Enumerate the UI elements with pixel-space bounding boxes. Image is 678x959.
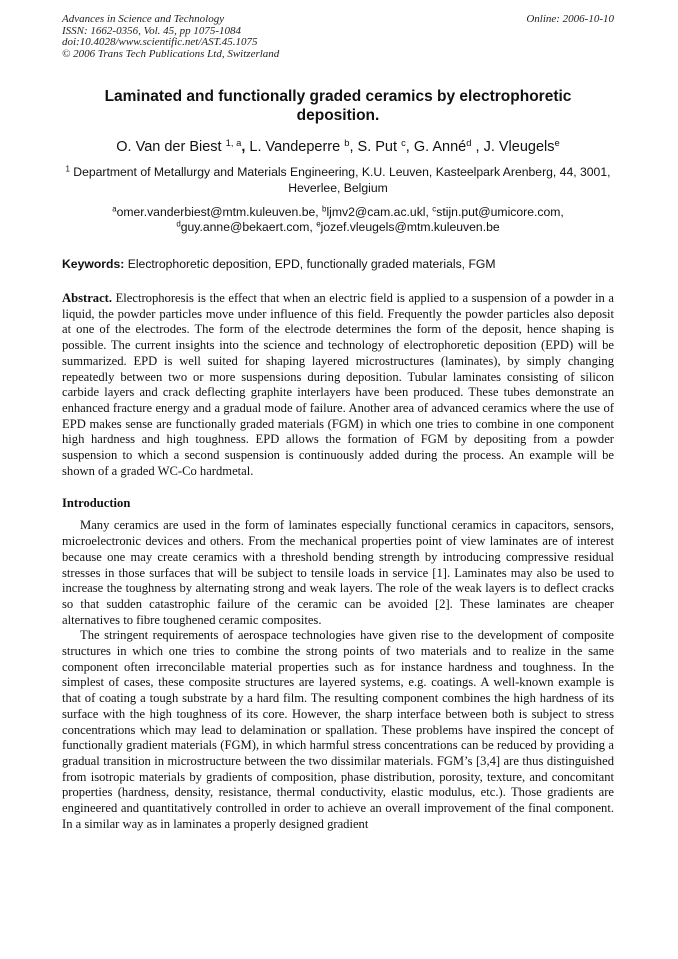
author-affiliation-mark: b (344, 136, 350, 148)
author-list: O. Van der Biest $^{1, a}$, L. Vandeperre $^b$, S. Put $^c$, G. Anné$^d$ , J. Vleugels$^e$ (116, 136, 560, 155)
copyright-line: © 2006 Trans Tech Publications Ltd, Switzerland (62, 47, 280, 60)
email-mark: c (432, 204, 437, 214)
online-date: Online: 2006-10-10 (526, 13, 614, 25)
email-mark: e (316, 219, 321, 229)
keywords-text: Electrophoretic deposition, EPD, functionally graded materials, FGM (127, 257, 496, 271)
author-affiliation-mark: c (401, 136, 406, 148)
email-mark: b (322, 204, 327, 214)
abstract-label: Abstract. (62, 291, 113, 305)
author-name: S. Put (357, 139, 398, 155)
keywords-label: Keywords: (62, 257, 125, 271)
section-heading-introduction: Introduction (62, 496, 131, 511)
intro-paragraph-1: Many ceramics are used in the form of laminates especially functional ceramics in capacitors, sensors, microelectronic devices and others. From the mechanical properties point of view laminates are of interest because one may create ceramics with a threshold bending strength by introducing compressive residual stresses in those surfaces that will be subject to tensile loads in service [1]. Laminates may also be used to increase the toughness by alternating strong and weak layers. The role of the weak layers is to deflect cracks so that sudden catastrophic failure of the ceramic can be avoided [2]. These laminates are cheaper alternatives to fibre toughened ceramic composites. (62, 518, 614, 627)
author-emails (62, 205, 614, 235)
affiliation-text: Department of Metallurgy and Materials Engineering, K.U. Leuven, Kasteelpark Arenberg, 44, 3001, Heverlee, Belgium (73, 165, 611, 195)
doi-line: doi:10.4028/www.scientific.net/AST.45.1075 (62, 36, 258, 48)
email-link[interactable]: omer.vanderbiest@mtm.kuleuven.be, (116, 205, 319, 219)
email-link[interactable]: ljmv2@cam.ac.ukl, (326, 205, 429, 219)
email-link[interactable]: stijn.put@umicore.com, (436, 205, 564, 219)
author-affiliation-mark: e (554, 136, 560, 148)
email-link[interactable]: jozef.vleugels@mtm.kuleuven.be (320, 220, 500, 234)
affiliation (62, 164, 614, 196)
journal-name: Advances in Science and Technology (62, 13, 225, 25)
author-name: G. Anné (413, 139, 467, 155)
paper-title: Laminated and functionally graded ceramics by electrophoretic deposition. (104, 88, 572, 124)
issn-line: ISSN: 1662-0356, Vol. 45, pp 1075-1084 (62, 24, 242, 37)
keywords (62, 257, 614, 272)
email-mark: d (176, 219, 181, 229)
journal-header (62, 14, 614, 60)
author-name: L. Vandeperre (249, 139, 341, 155)
author-affiliation-mark: d (466, 136, 472, 148)
email-link[interactable]: guy.anne@bekaert.com, (180, 220, 313, 234)
abstract-text: Electrophoresis is the effect that when an electric field is applied to a suspension of a powder in a liquid, the powder particles move under influence of this field. Frequently the powder particles also deposit at one of the electrodes. The form of the electrode determines the form of the deposit, hence shaping is possible. The current insights into the science and technology of electrophoretic deposition (EPD) will be summarized. EPD is well suited for shaping layered microstructures (laminates), by simply changing repeatedly between two or more suspensions during deposition. Tubular laminates consisting of silicon carbide layers and crack deflecting graphite interlayers have been produced. These tubes demonstrate an enhanced fracture energy and a gradual mode of failure. Another area of advanced ceramics where the use of EPD makes sense are functionally graded materials (FGM) in which one tries to combine in one component high hardness and high toughness. EPD allows the formation of FGM by depositing from a powder suspension to which a second suspension is continuously added during the process. An example will be shown of a graded WC-Co hardmetal. (62, 291, 614, 478)
author-name: J. Vleugels (483, 139, 555, 155)
paper-page (62, 14, 614, 833)
email-mark: a (112, 204, 117, 214)
affiliation-mark: 1 (65, 164, 70, 174)
author-name: O. Van der Biest (116, 139, 222, 155)
author-affiliation-mark: 1, a (225, 136, 242, 148)
intro-paragraph-2: The stringent requirements of aerospace technologies have given rise to the development of composite structures in which one tries to combine the strong points of two materials and to realize in the same component often irreconcilable material properties such as for instance hardness and toughness. In the simplest of cases, these composite structures are layered systems, e.g. coatings. A well-known example is that of coating a tough substrate by a hard film. The resulting component combines the high hardness of its surface with the high toughness of its core. However, the sharp interface between both is subject to stress concentrations which may lead to delamination or spallation. These problems have inspired the concept of functionally gradient materials (FGM), in which harmful stress concentrations can be reduced by providing a gradual transition in microstructure between the two dissimilar materials. FGM’s [3,4] are thus distinguished from isotropic materials by gradients of composition, phase distribution, porosity, texture, and concomitant properties (hardness, density, resistance, thermal conductivity, elastic modulus, etc.). Those gradients are engineered and quantitatively controlled in order to achieve an overall improvement of the final component. In a similar way as in laminates a properly designed gradient (62, 628, 614, 831)
abstract (62, 291, 614, 479)
